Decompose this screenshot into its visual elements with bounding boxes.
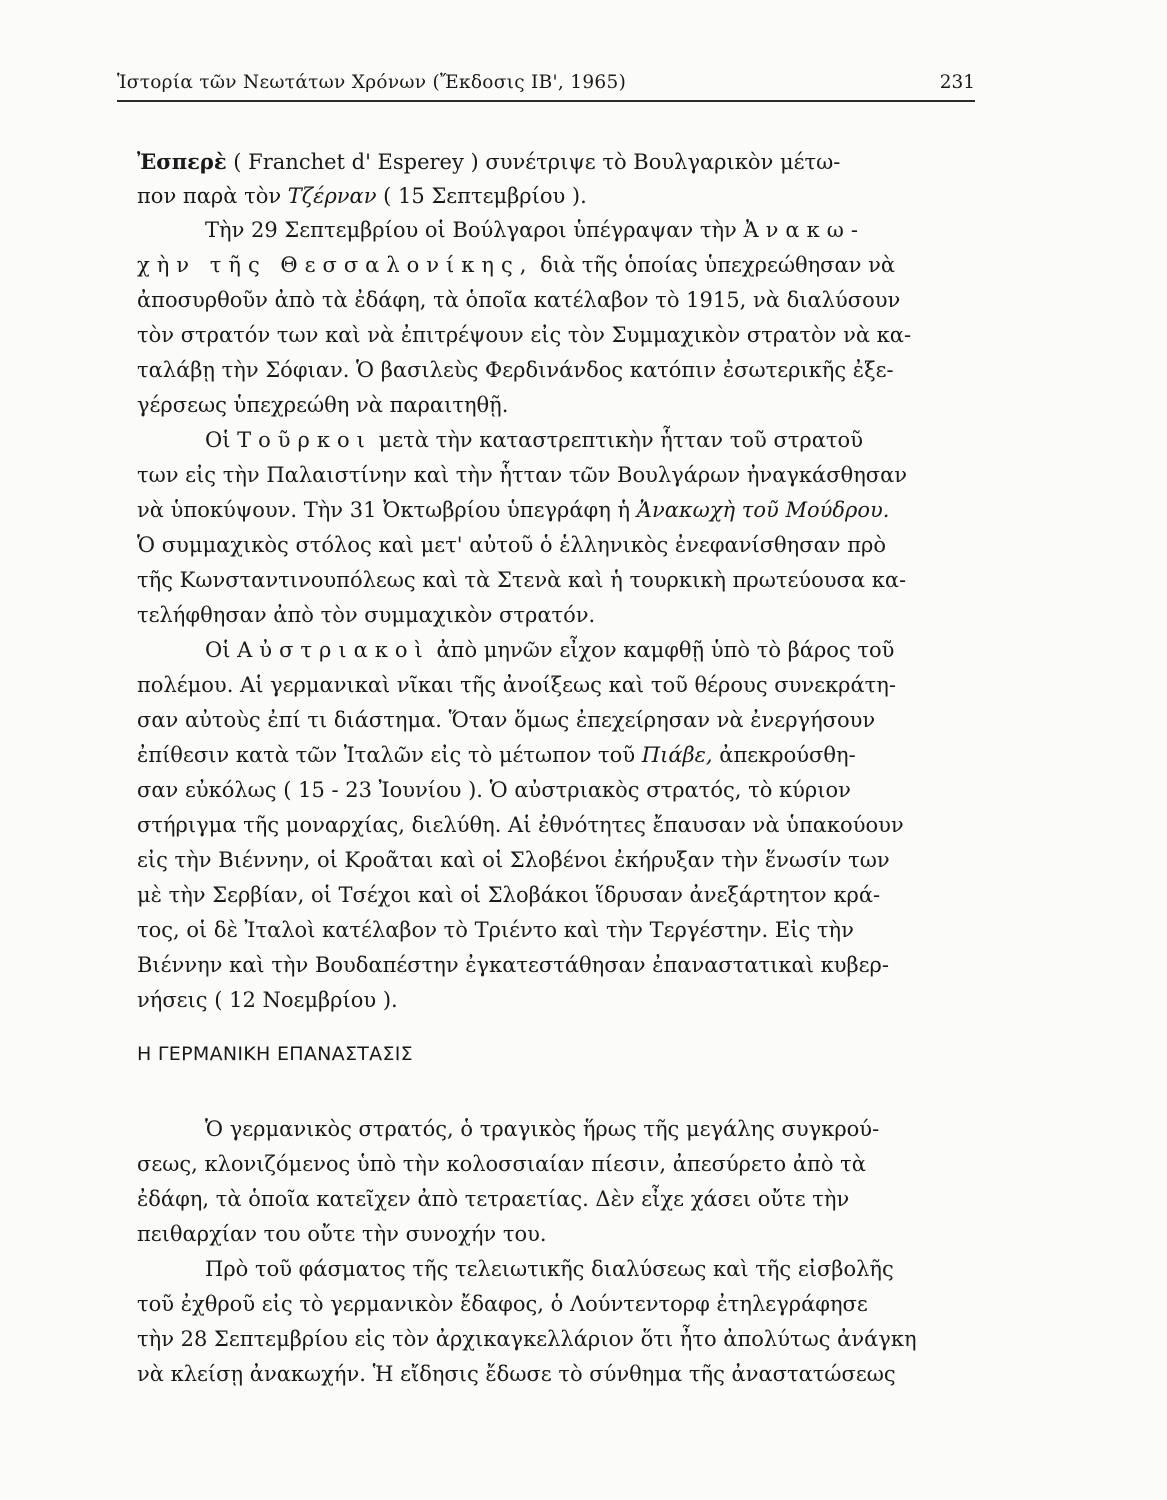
text-line: ἐπίθεσιν κατὰ τῶν Ἰταλῶν εἰς τὸ μέτωπον τοῦ Πιάβε, ἀπεκρούσθη- <box>137 743 856 767</box>
name-bold: Ἐσπερὲ <box>137 149 227 174</box>
text-line: σαν αὐτοὺς ἐπί τι διάστημα. Ὅταν ὅμως ἐπεχείρησαν νὰ ἐνεργήσουν <box>137 708 876 732</box>
text-line: ἀποσυρθοῦν ἀπὸ τὰ ἐδάφη, τὰ ὁποῖα κατέλαβον τὸ 1915, νὰ διαλύσουν <box>137 288 901 312</box>
text-line: των εἰς τὴν Παλαιστίνην καὶ τὴν ἧτταν τῶν Βουλγάρων ἠναγκάσθησαν <box>137 463 908 487</box>
text-line: νὰ ὑποκύψουν. Τὴν 31 Ὀκτωβρίου ὑπεγράφη ἡ Ἀνακωχὴ τοῦ Μούδρου. <box>137 498 890 522</box>
text-line: εἰς τὴν Βιέννην, οἱ Κροᾶται καὶ οἱ Σλοβένοι ἐκήρυξαν τὴν ἕνωσίν των <box>137 848 890 872</box>
text-line: Πρὸ τοῦ φάσματος τῆς τελειωτικῆς διαλύσεως καὶ τῆς εἰσβολῆς <box>205 1257 894 1281</box>
text-line: ἐδάφη, τὰ ὁποῖα κατεῖχεν ἀπὸ τετραετίας. Δὲν εἶχε χάσει οὔτε τὴν <box>137 1187 850 1211</box>
text-line: τὸν στρατόν των καὶ νὰ ἐπιτρέψουν εἰς τὸν Συμμαχικὸν στρατὸν νὰ κα- <box>137 323 912 347</box>
text-line: νήσεις ( 12 Νοεμβρίου ). <box>137 988 398 1012</box>
book-title: Ἱστορία τῶν Νεωτάτων Χρόνων (Ἔκδοσις ΙΒ', 1965) <box>117 72 627 93</box>
text-line: χὴν τῆς Θεσσαλονίκης, διὰ τῆς ὁποίας ὑπεχρεώθησαν νὰ <box>137 253 896 277</box>
text-line: γέρσεως ὑπεχρεώθη νὰ παραιτηθῇ. <box>137 393 509 417</box>
text-line: τὴν 28 Σεπτεμβρίου εἰς τὸν ἀρχικαγκελλάριον ὅτι ἦτο ἀπολύτως ἀνάγκη <box>137 1327 917 1351</box>
text-line: τοῦ ἐχθροῦ εἰς τὸ γερμανικὸν ἔδαφος, ὁ Λούντεντορφ ἐτηλεγράφησε <box>137 1292 868 1316</box>
text-line: στήριγμα τῆς μοναρχίας, διελύθη. Αἱ ἐθνότητες ἔπαυσαν νὰ ὑπακούουν <box>137 813 904 837</box>
page-number: 231 <box>939 72 975 93</box>
text-line: Ἐσπερὲ ( Franchet d' Esperey ) συνέτριψε τὸ Βουλγαρικὸν μέτω- <box>137 149 841 174</box>
text-line: μὲ τὴν Σερβίαν, οἱ Τσέχοι καὶ οἱ Σλοβάκοι ἵδρυσαν ἀνεξάρτητον κρά- <box>137 883 881 907</box>
section-heading: Η ΓΕΡΜΑΝΙΚΗ ΕΠΑΝΑΣΤΑΣΙΣ <box>137 1043 413 1065</box>
text-line: Βιέννην καὶ τὴν Βουδαπέστην ἐγκατεστάθησαν ἐπαναστατικαὶ κυβερ- <box>137 953 889 977</box>
text-line: σαν εὐκόλως ( 15 - 23 Ἰουνίου ). Ὁ αὐστριακὸς στρατός, τὸ κύριον <box>137 778 851 802</box>
text-line: σεως, κλονιζόμενος ὑπὸ τὴν κολοσσιαίαν πίεσιν, ἀπεσύρετο ἀπὸ τὰ <box>137 1152 866 1176</box>
text-line: τῆς Κωνσταντινουπόλεως καὶ τὰ Στενὰ καὶ ἡ τουρκικὴ πρωτεύουσα κα- <box>137 568 907 592</box>
text-line: πειθαρχίαν του οὔτε τὴν συνοχήν του. <box>137 1222 547 1246</box>
text-line: τελήφθησαν ἀπὸ τὸν συμμαχικὸν στρατόν. <box>137 603 596 627</box>
text-line: πον παρὰ τὸν Τζέρναν ( 15 Σεπτεμβρίου ). <box>137 184 587 208</box>
text-line: Τὴν 29 Σεπτεμβρίου οἱ Βούλγαροι ὑπέγραψαν τὴν Ἀνακω- <box>205 218 865 242</box>
text-line: ταλάβῃ τὴν Σόφιαν. Ὁ βασιλεὺς Φερδινάνδος κατόπιν ἐσωτερικῆς ἐξε- <box>137 358 894 382</box>
text-line: τος, οἱ δὲ Ἰταλοὶ κατέλαβον τὸ Τριέντο καὶ τὴν Τεργέστην. Εἰς τὴν <box>137 918 854 942</box>
text-line: πολέμου. Αἱ γερμανικαὶ νῖκαι τῆς ἀνοίξεως καὶ τοῦ θέρους συνεκράτη- <box>137 673 896 697</box>
running-header <box>117 72 975 102</box>
text-line: Οἱ Τοῦρκοι μετὰ τὴν καταστρεπτικὴν ἧτταν τοῦ στρατοῦ <box>205 428 863 452</box>
text-line: Ὁ συμμαχικὸς στόλος καὶ μετ' αὐτοῦ ὁ ἑλληνικὸς ἐνεφανίσθησαν πρὸ <box>137 533 887 557</box>
text-line: Ὁ γερμανικὸς στρατός, ὁ τραγικὸς ἥρως τῆς μεγάλης συγκρού- <box>205 1117 880 1141</box>
text-line: Οἱ Αὐστριακοὶ ἀπὸ μηνῶν εἶχον καμφθῇ ὑπὸ τὸ βάρος τοῦ <box>205 638 895 662</box>
text-line: νὰ κλείσῃ ἀνακωχήν. Ἡ εἴδησις ἔδωσε τὸ σύνθημα τῆς ἀναστατώσεως <box>137 1362 896 1386</box>
